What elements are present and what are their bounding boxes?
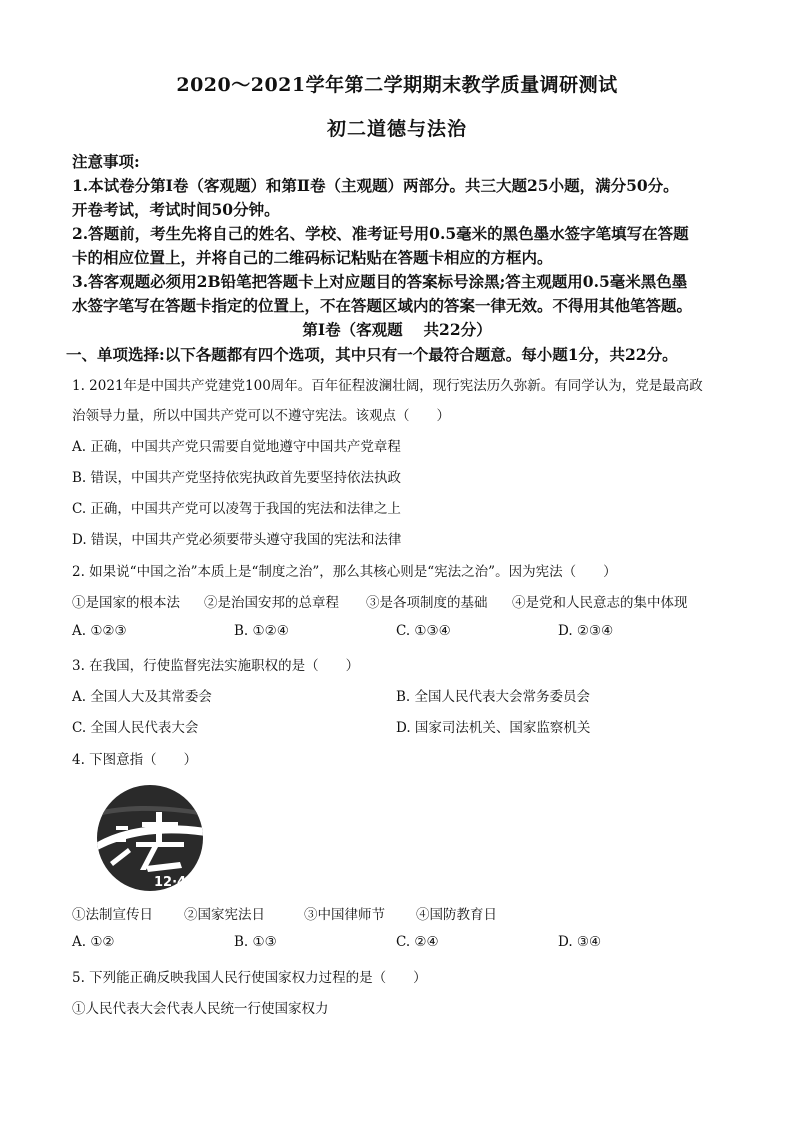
q3-option-d: D. 国家司法机关、国家监察机关 xyxy=(396,720,591,736)
q2-item: ④是党和人民意志的集中体现 xyxy=(512,595,688,611)
q4-option-a: A. ①② xyxy=(72,934,115,950)
q1-stem-cont: 治领导力量，所以中国共产党可以不遵守宪法。该观点（ ） xyxy=(72,408,450,424)
q3-option-b: B. 全国人民代表大会常务委员会 xyxy=(396,689,591,705)
q1-option-b: B. 错误，中国共产党坚持依宪执政首先要坚持依法执政 xyxy=(72,470,402,486)
exam-subtitle: 初二道德与法治 xyxy=(326,118,467,140)
notice-line: 3.答客观题必须用2B铅笔把答题卡上对应题目的答案标号涂黑;答主观题用0.5毫米黑色墨 xyxy=(72,272,688,291)
q4-item: ②国家宪法日 xyxy=(184,907,265,923)
q4-item: ④国防教育日 xyxy=(416,907,497,923)
q2-option-d: D. ②③④ xyxy=(558,623,614,639)
q4-option-c: C. ②④ xyxy=(396,934,439,950)
q4-item: ③中国律师节 xyxy=(304,907,385,923)
q3-option-c: C. 全国人民代表大会 xyxy=(72,720,199,736)
q4-option-b: B. ①③ xyxy=(234,934,277,950)
section-title: 第Ⅰ卷（客观题 共22分） xyxy=(302,320,492,339)
q2-item: ①是国家的根本法 xyxy=(72,595,180,611)
q1-stem: 1. 2021年是中国共产党建党100周年。百年征程波澜壮阔，现行宪法历久弥新。有同学认为，党是最高政 xyxy=(72,378,703,394)
notice-line: 卡的相应位置上，并将自己的二维码标记粘贴在答题卡相应的方框内。 xyxy=(72,248,553,267)
constitution-day-logo xyxy=(94,782,206,894)
q2-stem: 2. 如果说“中国之治”本质上是“制度之治”，那么其核心则是“宪法之治”。因为宪法（ ） xyxy=(72,564,617,580)
q1-option-a: A. 正确，中国共产党只需要自觉地遵守中国共产党章程 xyxy=(72,439,401,455)
q3-stem: 3. 在我国，行使监督宪法实施职权的是（ ） xyxy=(72,658,360,674)
notice-line: 1.本试卷分第Ⅰ卷（客观题）和第Ⅱ卷（主观题）两部分。共三大题25小题，满分50分。 xyxy=(72,176,679,195)
q1-option-c: C. 正确，中国共产党可以凌驾于我国的宪法和法律之上 xyxy=(72,501,401,517)
notice-line: 水签字笔写在答题卡指定的位置上，不在答题区域内的答案一律无效。不得用其他笔答题。 xyxy=(72,296,693,315)
q4-stem: 4. 下图意指（ ） xyxy=(72,752,198,768)
notice-heading: 注意事项: xyxy=(72,152,140,171)
q3-option-a: A. 全国人大及其常委会 xyxy=(72,689,212,705)
q2-item: ②是治国安邦的总章程 xyxy=(204,595,339,611)
q4-item: ①法制宣传日 xyxy=(72,907,153,923)
q5-stem: 5. 下列能正确反映我国人民行使国家权力过程的是（ ） xyxy=(72,970,427,986)
logo-date-text: 12·4 xyxy=(154,875,187,890)
section-instruction: 一、单项选择:以下各题都有四个选项，其中只有一个最符合题意。每小题1分，共22分。 xyxy=(66,345,678,364)
exam-title: 2020～2021学年第二学期期末教学质量调研测试 xyxy=(176,74,618,96)
q2-option-c: C. ①③④ xyxy=(396,623,451,639)
notice-line: 开卷考试，考试时间50分钟。 xyxy=(72,200,280,219)
q2-item: ③是各项制度的基础 xyxy=(366,595,488,611)
q2-option-b: B. ①②④ xyxy=(234,623,289,639)
notice-line: 2.答题前，考生先将自己的姓名、学校、准考证号用0.5毫米的黑色墨水签字笔填写在答题 xyxy=(72,224,689,243)
q2-option-a: A. ①②③ xyxy=(72,623,127,639)
q5-item: ①人民代表大会代表人民统一行使国家权力 xyxy=(72,1001,329,1017)
q4-option-d: D. ③④ xyxy=(558,934,602,950)
q1-option-d: D. 错误，中国共产党必须要带头遵守我国的宪法和法律 xyxy=(72,532,402,548)
